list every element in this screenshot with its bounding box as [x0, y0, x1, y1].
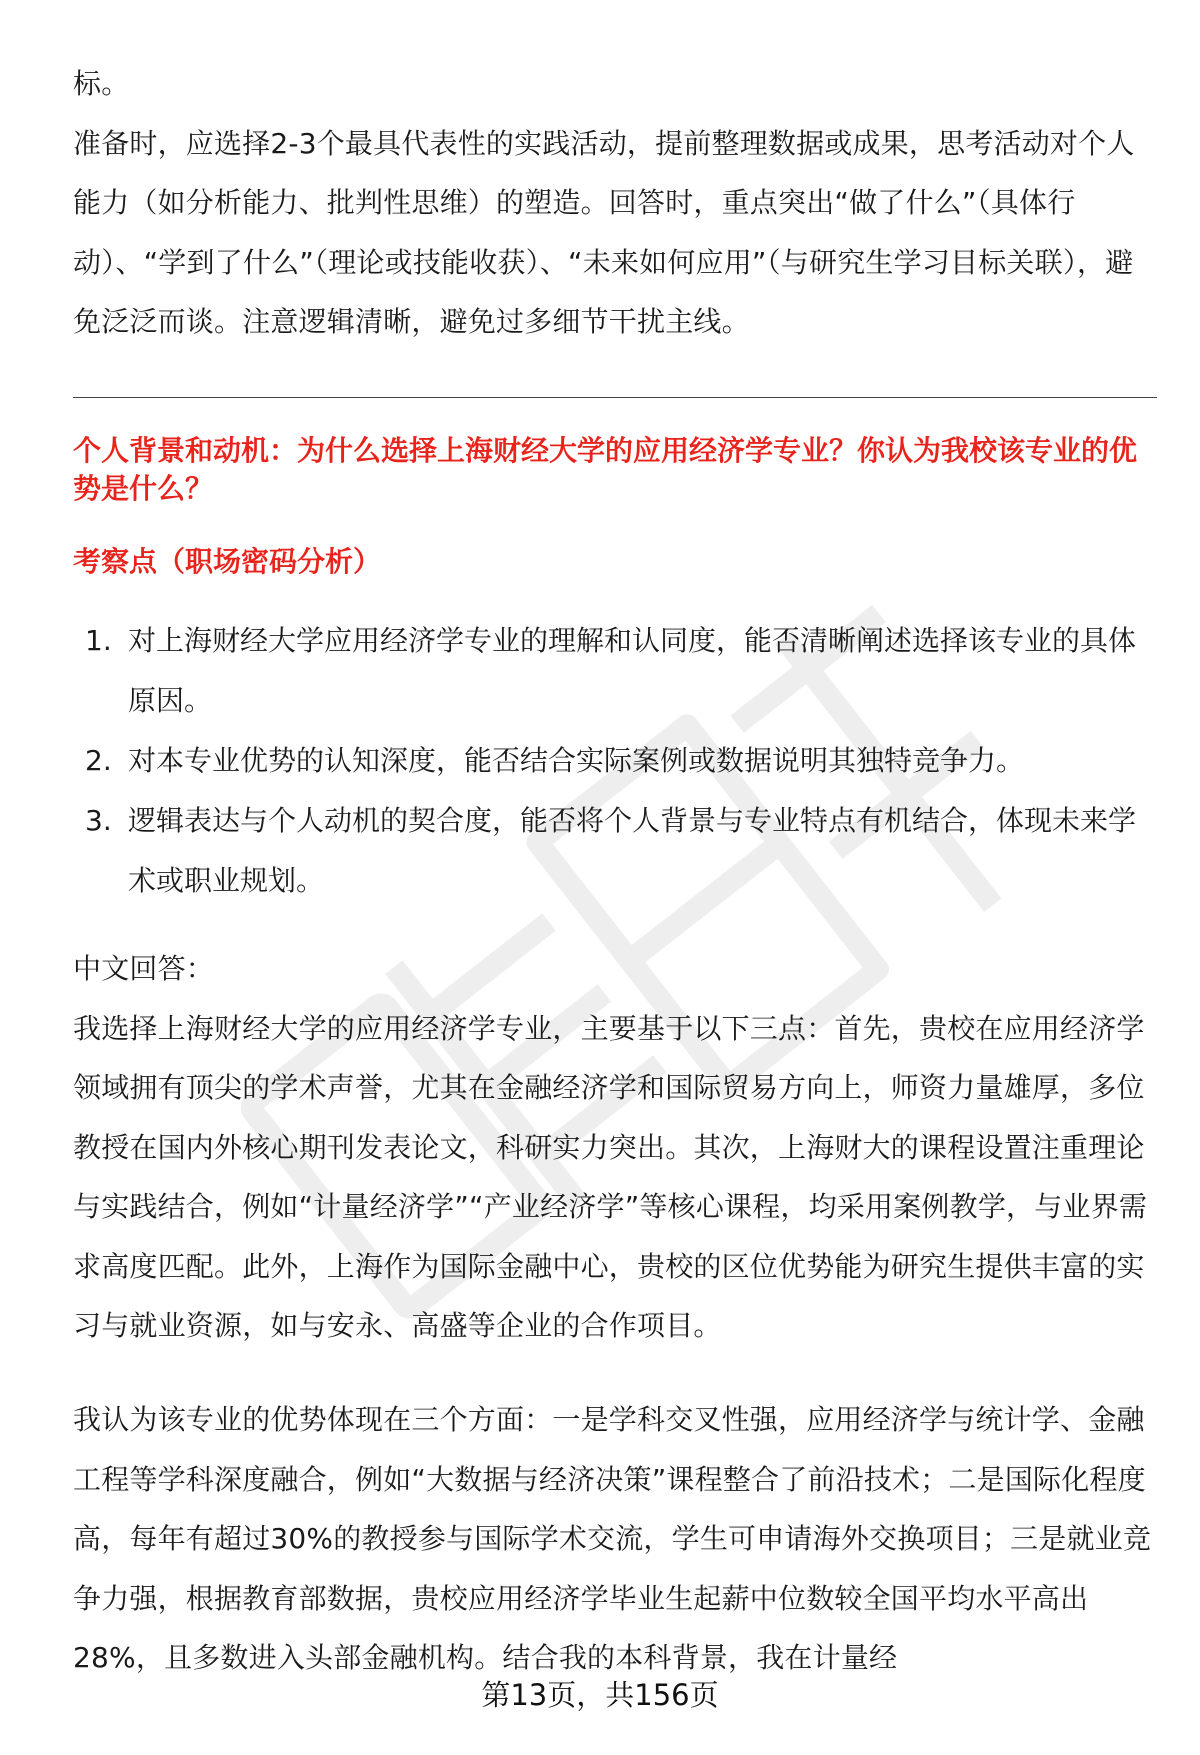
list-item-number: 3.: [85, 804, 112, 837]
preparation-paragraph: 准备时，应选择2-3个最具代表性的实践活动，提前整理数据或成果，思考活动对个人能力（如分析能力、批判性思维）的塑造。回答时，重点突出“做了什么”（具体行动）、“学到了什么”（理论或技能收获）、“未来如何应用”（与研究生学习目标关联），避免泛泛而谈。注意逻辑清晰，避免过多细节干扰主线。: [73, 126, 1135, 338]
answer-paragraph-2: 我认为该专业的优势体现在三个方面：一是学科交叉性强，应用经济学与统计学、金融工程等学科深度融合，例如“大数据与经济决策”课程整合了前沿技术；二是国际化程度高，每年有超过30%的教授参与国际学术交流，学生可申请海外交换项目；三是就业竞争力强，根据教育部数据，贵校应用经济学毕业生起薪中位数较全国平均水平高出28%，且多数进入头部金融机构。结合我的本科背景，我在计量经: [73, 1403, 1152, 1674]
continued-text-line: 标。: [73, 67, 130, 100]
assessment-points-list: [85, 611, 1155, 911]
list-item: [85, 791, 1155, 911]
top-section: [73, 54, 1153, 352]
assessment-points-heading: 考察点（职场密码分析）: [73, 545, 382, 578]
question-title: 个人背景和动机：为什么选择上海财经大学的应用经济学专业？你认为我校该专业的优势是什么？: [73, 434, 1138, 505]
answer-label: 中文回答：: [73, 952, 215, 985]
answer-paragraph-1: 我选择上海财经大学的应用经济学专业，主要基于以下三点：首先，贵校在应用经济学领域拥有顶尖的学术声誉，尤其在金融经济学和国际贸易方向上，师资力量雄厚，多位教授在国内外核心期刊发表论文，科研实力突出。其次，上海财大的课程设置注重理论与实践结合，例如“计量经济学”“产业经济学”等核心课程，均采用案例教学，与业界需求高度匹配。此外，上海作为国际金融中心，贵校的区位优势能为研究生提供丰富的实习与就业资源，如与安永、高盛等企业的合作项目。: [73, 1011, 1148, 1342]
answer-section: [73, 939, 1157, 1356]
list-item-text: 对上海财经大学应用经济学专业的理解和认同度，能否清晰阐述选择该专业的具体原因。: [128, 624, 1137, 717]
list-item: [85, 731, 1155, 791]
list-item-text: 对本专业优势的认知深度，能否结合实际案例或数据说明其独特竞争力。: [128, 744, 1025, 777]
section-divider: [73, 397, 1157, 398]
list-item-number: 1.: [85, 624, 112, 657]
page-number: 第13页，共156页: [481, 1678, 719, 1712]
list-item-number: 2.: [85, 744, 112, 777]
list-item: [85, 611, 1155, 731]
list-item-text: 逻辑表达与个人动机的契合度，能否将个人背景与专业特点有机结合，体现未来学术或职业规划。: [128, 804, 1137, 897]
answer-section-2: [73, 1390, 1157, 1688]
